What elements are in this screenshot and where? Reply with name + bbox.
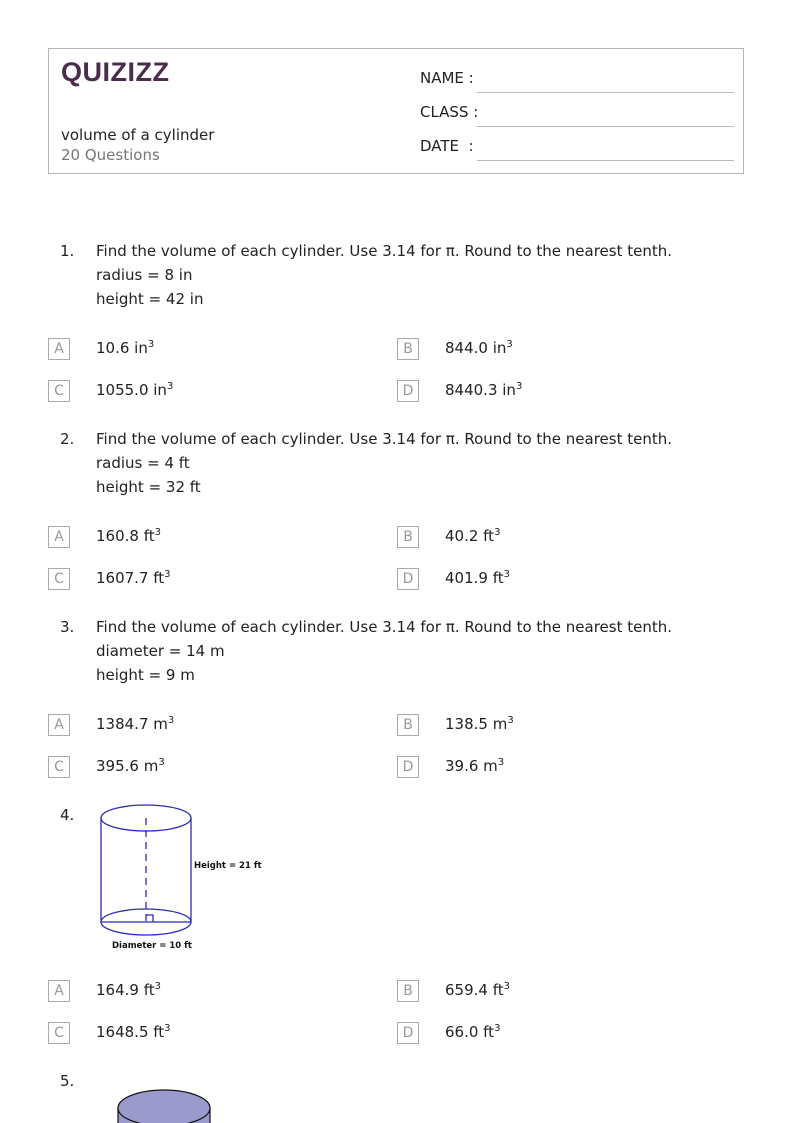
option-c-box[interactable]: C xyxy=(48,1022,70,1044)
question-given: height = 9 m xyxy=(96,666,195,684)
question-number: 5. xyxy=(60,1072,75,1090)
option-c-text xyxy=(96,757,165,775)
option-value: 138.5 m xyxy=(445,715,508,733)
question-text: Find the volume of each cylinder. Use 3.14 for π. Round to the nearest tenth. xyxy=(96,430,673,448)
option-b-text xyxy=(445,715,514,733)
option-d-box[interactable]: D xyxy=(397,380,419,402)
option-value: 659.4 ft xyxy=(445,981,504,999)
unit-power: 3 xyxy=(503,981,510,992)
option-c-text xyxy=(96,1023,171,1041)
option-a-text xyxy=(96,715,174,733)
question-number: 2. xyxy=(60,430,75,448)
unit-power: 3 xyxy=(497,757,505,768)
option-value: 1384.7 m xyxy=(96,715,168,733)
option-a-box[interactable]: A xyxy=(48,526,70,548)
option-b-text xyxy=(445,981,510,999)
option-b-box[interactable]: B xyxy=(397,338,419,360)
unit-power: 3 xyxy=(503,569,510,580)
date-field xyxy=(420,137,734,161)
option-b-box[interactable]: B xyxy=(397,526,419,548)
unit-power: 3 xyxy=(147,339,155,350)
option-value: 1648.5 ft xyxy=(96,1023,165,1041)
question-text: Find the volume of each cylinder. Use 3.14 for π. Round to the nearest tenth. xyxy=(96,618,673,636)
unit-power: 3 xyxy=(494,527,501,538)
option-b-box[interactable]: B xyxy=(397,980,419,1002)
class-label: CLASS : xyxy=(420,103,479,121)
option-value: 1607.7 ft xyxy=(96,569,165,587)
option-b-text xyxy=(445,527,500,545)
question-given: diameter = 14 m xyxy=(96,642,225,660)
option-a-box[interactable]: A xyxy=(48,714,70,736)
name-label: NAME : xyxy=(420,69,474,87)
option-d-text xyxy=(445,1023,500,1041)
name-field xyxy=(420,69,734,93)
option-value: 164.9 ft xyxy=(96,981,155,999)
unit-power: 3 xyxy=(506,339,513,350)
option-c-box[interactable]: C xyxy=(48,380,70,402)
question-given: radius = 4 ft xyxy=(96,454,190,472)
option-a-text xyxy=(96,981,161,999)
option-value: 39.6 m xyxy=(445,757,498,775)
date-label: DATE : xyxy=(420,137,474,155)
question-number: 1. xyxy=(60,242,75,260)
option-d-box[interactable]: D xyxy=(397,568,419,590)
option-value: 10.6 in xyxy=(96,339,148,357)
option-value: 160.8 ft xyxy=(96,527,155,545)
question-given: radius = 8 in xyxy=(96,266,193,284)
option-c-text xyxy=(96,569,171,587)
question-number: 4. xyxy=(60,806,75,824)
option-b-box[interactable]: B xyxy=(397,714,419,736)
unit-power: 3 xyxy=(166,381,174,392)
unit-power: 3 xyxy=(167,715,175,726)
cylinder-figure xyxy=(96,800,276,955)
height-label: Height = 21 ft xyxy=(194,861,262,871)
right-angle-mark xyxy=(146,915,153,922)
unit-power: 3 xyxy=(164,1023,171,1034)
quizizz-logo: QUIZIZZ xyxy=(61,57,170,87)
cylinder-figure-5 xyxy=(110,1086,220,1123)
unit-power: 3 xyxy=(154,981,161,992)
unit-power: 3 xyxy=(515,381,523,392)
option-a-text xyxy=(96,339,154,357)
worksheet-title: volume of a cylinder xyxy=(61,126,215,144)
option-value: 401.9 ft xyxy=(445,569,504,587)
class-line xyxy=(477,126,734,127)
option-value: 1055.0 in xyxy=(96,381,167,399)
unit-power: 3 xyxy=(164,569,171,580)
unit-power: 3 xyxy=(494,1023,501,1034)
option-d-text xyxy=(445,381,522,399)
option-value: 8440.3 in xyxy=(445,381,516,399)
option-b-text xyxy=(445,339,513,357)
question-given: height = 42 in xyxy=(96,290,204,308)
cylinder-top xyxy=(118,1090,210,1123)
option-c-text xyxy=(96,381,173,399)
diameter-label: Diameter = 10 ft xyxy=(112,941,192,951)
unit-power: 3 xyxy=(158,757,165,768)
option-c-box[interactable]: C xyxy=(48,568,70,590)
name-line xyxy=(477,92,734,93)
option-value: 40.2 ft xyxy=(445,527,495,545)
question-count: 20 Questions xyxy=(61,146,160,164)
unit-power: 3 xyxy=(507,715,514,726)
unit-power: 3 xyxy=(154,527,161,538)
option-value: 395.6 m xyxy=(96,757,159,775)
worksheet-header xyxy=(48,48,744,174)
option-d-text xyxy=(445,569,510,587)
option-value: 844.0 in xyxy=(445,339,507,357)
option-c-box[interactable]: C xyxy=(48,756,70,778)
date-line xyxy=(477,160,734,161)
question-given: height = 32 ft xyxy=(96,478,201,496)
option-value: 66.0 ft xyxy=(445,1023,495,1041)
option-d-text xyxy=(445,757,504,775)
option-d-box[interactable]: D xyxy=(397,756,419,778)
class-field xyxy=(420,103,734,127)
option-a-text xyxy=(96,527,161,545)
option-d-box[interactable]: D xyxy=(397,1022,419,1044)
question-text: Find the volume of each cylinder. Use 3.14 for π. Round to the nearest tenth. xyxy=(96,242,673,260)
option-a-box[interactable]: A xyxy=(48,338,70,360)
option-a-box[interactable]: A xyxy=(48,980,70,1002)
question-number: 3. xyxy=(60,618,75,636)
